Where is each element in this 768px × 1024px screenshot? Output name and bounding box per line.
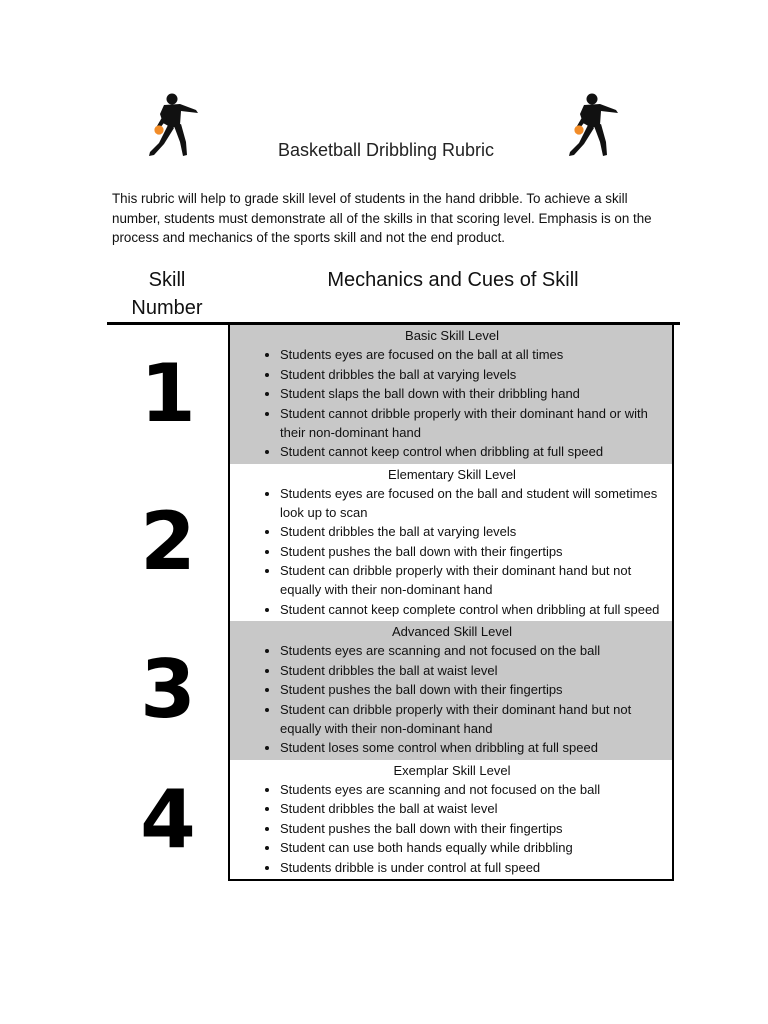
cue-item: • Student can use both hands equally while dribbling	[280, 838, 664, 857]
skill-number: 2	[140, 495, 196, 589]
cue-item: • Student dribbles the ball at varying levels	[280, 365, 664, 384]
cue-list	[240, 641, 664, 757]
skill-cell	[228, 325, 674, 464]
cue-item: • Students eyes are focused on the ball and student will sometimes look up to scan	[280, 484, 664, 522]
rubric-row-2	[108, 464, 678, 622]
skill-header-line: Skill	[148, 269, 186, 291]
cue-item: • Students eyes are focused on the ball at all times	[280, 345, 664, 364]
skill-number-header	[108, 266, 226, 322]
cue-item: • Student can dribble properly with their dominant hand but not equally with their non-dominant hand	[280, 561, 664, 599]
cue-item: • Student dribbles the ball at varying levels	[280, 522, 664, 541]
cue-item: • Students dribble is under control at full speed	[280, 858, 664, 877]
cue-item: • Student cannot dribble properly with their dominant hand or with their non-dominant hand	[280, 404, 664, 442]
cue-item: • Students eyes are scanning and not focused on the ball	[280, 641, 664, 660]
number-header-line: Number	[131, 297, 203, 319]
cue-list	[240, 345, 664, 461]
cue-item: • Student cannot keep control when dribbling at full speed	[280, 442, 664, 461]
cue-item: • Student dribbles the ball at waist level	[280, 799, 664, 818]
cue-list	[240, 780, 664, 877]
level-name: Elementary Skill Level	[388, 466, 516, 482]
cue-item: • Student dribbles the ball at waist level	[280, 661, 664, 680]
cue-item: • Students eyes are scanning and not focused on the ball	[280, 780, 664, 799]
rubric-row-4	[108, 760, 678, 882]
cue-item: • Student slaps the ball down with their dribbling hand	[280, 384, 664, 403]
skill-number: 3	[140, 643, 196, 737]
rubric-row-3	[108, 621, 678, 760]
level-name: Advanced Skill Level	[392, 624, 512, 639]
cue-item: • Student pushes the ball down with their fingertips	[280, 542, 664, 561]
rubric-table	[108, 325, 678, 881]
skill-cell	[228, 760, 674, 882]
rubric-row-1	[108, 325, 678, 464]
cue-item: • Student loses some control when dribbling at full speed	[280, 738, 664, 757]
skill-cell	[228, 464, 674, 622]
document-title: Basketball Dribbling Rubric	[277, 140, 495, 160]
cue-item: • Student cannot keep complete control when dribbling at full speed	[280, 600, 664, 619]
cue-item: • Student pushes the ball down with their fingertips	[280, 819, 664, 838]
level-name: Basic Skill Level	[405, 328, 499, 343]
skill-cell	[228, 621, 674, 760]
level-name: Exemplar Skill Level	[393, 762, 511, 778]
cue-item: • Student pushes the ball down with their fingertips	[280, 680, 664, 699]
mechanics-header: Mechanics and Cues of Skill	[327, 269, 579, 291]
cue-item: • Student can dribble properly with their dominant hand but not equally with their non-dominant hand	[280, 700, 664, 738]
cue-list	[240, 484, 664, 619]
skill-number: 1	[140, 347, 196, 441]
intro-paragraph: This rubric will help to grade skill level of students in the hand dribble. To achieve a skill number, students must demonstrate all of the skills in that scoring level. Emphasis is on the process and mechanics of the sports skill and not the end product.	[112, 191, 652, 245]
skill-number: 4	[140, 773, 196, 867]
